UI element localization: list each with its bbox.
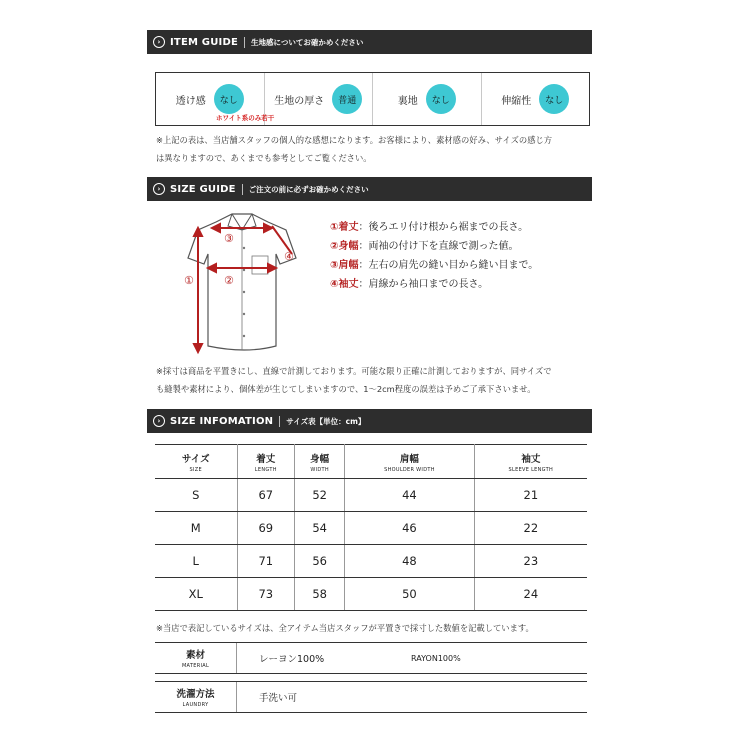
cell-shoulder: 50 [345,578,474,611]
size-table [155,444,587,611]
measurement-desc: ：左右の肩先の縫い目から縫い目まで。 [358,260,539,271]
item-guide-subtitle: 生地感についてお確かめください [251,37,364,47]
item-badge: なし [539,84,569,114]
label-sleeve: ④ [284,250,294,263]
measurement-key: ③肩幅 [330,260,359,271]
item-stretch [482,73,590,125]
material-row [155,642,587,674]
measurement-desc: ：後ろエリ付け根から裾までの長さ。 [358,222,529,233]
size-table-header [155,445,587,479]
item-badge: 普通 [332,84,362,114]
cell-shoulder: 44 [345,479,474,512]
cell-length: 69 [237,512,295,545]
item-thickness [265,73,374,125]
size-guide-note [156,362,596,398]
table-row [155,479,587,512]
item-guide-note [156,131,596,167]
item-guide-box [155,72,590,126]
laundry-key-label: 洗濯方法 [176,689,215,700]
laundry-key [155,682,237,712]
cell-size: M [155,512,237,545]
col-header: 肩幅 SHOULDER WIDTH [345,445,474,479]
item-lining [373,73,482,125]
measurement-row [330,275,600,294]
laundry-value: 手洗い可 [259,693,298,704]
measurement-list [330,218,600,294]
shirt-svg [172,208,322,358]
cell-shoulder: 46 [345,512,474,545]
note-line: は異なりますので、あくまでも参考としてご覧ください。 [156,153,372,163]
size-info-title: SIZE INFOMATION [170,415,274,427]
chevron-right-icon: › [153,183,165,195]
measurement-key: ②身幅 [330,241,359,252]
material-key [155,643,237,673]
col-header: サイズ SIZE [155,445,237,479]
item-guide-header [147,30,592,54]
measurement-key: ④袖丈 [330,279,359,290]
cell-sleeve: 24 [474,578,587,611]
cell-width: 58 [295,578,345,611]
size-info-header [147,409,592,433]
item-label: 伸縮性 [501,95,532,107]
table-row [155,512,587,545]
cell-length: 73 [237,578,295,611]
material-key-label: 素材 [185,650,205,661]
cell-sleeve: 23 [474,545,587,578]
laundry-key-sub: LAUNDRY [182,702,209,708]
size-guide-subtitle: ご注文の前に必ずお確かめください [248,184,369,194]
laundry-row [155,681,587,713]
cell-sleeve: 21 [474,479,587,512]
label-width: ② [224,274,234,287]
shirt-diagram [172,208,322,358]
item-guide-title: ITEM GUIDE [170,36,238,48]
cell-length: 67 [237,479,295,512]
material-value-jp: レーヨン100% [259,654,325,665]
item-badge: なし [426,84,456,114]
cell-size: XL [155,578,237,611]
item-badge: なし [214,84,244,114]
note-line: も縫製や素材により、個体差が生じてしまいますので、1〜2cm程度の誤差は予めご了承下さいませ。 [156,384,536,394]
cell-width: 56 [295,545,345,578]
col-header: 袖丈 SLEEVE LENGTH [474,445,587,479]
measurement-row [330,256,600,275]
note-line: ※当店で表記しているサイズは、全アイテム当店スタッフが平置きで採寸した数値を記載しています。 [156,623,534,633]
col-header: 身幅 WIDTH [295,445,345,479]
note-line: ※上記の表は、当店舗スタッフの個人的な感想になります。お客様により、素材感の好み、サイズの感じ方 [156,135,553,145]
cell-width: 54 [295,512,345,545]
size-info-subtitle: サイズ表【単位：cm】 [286,416,366,426]
cell-size: L [155,545,237,578]
item-label: 生地の厚さ [274,95,325,107]
measurement-key: ①着丈 [330,222,359,233]
chevron-right-icon: › [153,36,165,48]
cell-size: S [155,479,237,512]
material-key-sub: MATERIAL [181,663,210,669]
material-value-en: RAYON100% [411,653,461,663]
size-info-note [156,619,596,637]
chevron-right-icon: › [153,415,165,427]
measurement-row [330,237,600,256]
measurement-desc: ：肩線から袖口までの長さ。 [358,279,489,290]
cell-sleeve: 22 [474,512,587,545]
label-shoulder: ③ [224,232,234,245]
item-label: 透け感 [175,95,206,107]
divider [244,37,245,48]
measurement-row [330,218,600,237]
size-guide-header [147,177,592,201]
table-row [155,545,587,578]
divider [242,184,243,195]
label-length: ① [184,274,194,287]
size-guide-title: SIZE GUIDE [170,183,236,195]
col-header: 着丈 LENGTH [237,445,295,479]
item-sheerness [156,73,275,125]
table-row [155,578,587,611]
item-remark: ホワイト系のみ若干 [216,114,275,122]
divider [279,416,280,427]
note-line: ※採寸は商品を平置きにし、直線で計測しております。可能な限り正確に計測しておりますが、同サイズで [156,366,552,376]
cell-shoulder: 48 [345,545,474,578]
cell-length: 71 [237,545,295,578]
cell-width: 52 [295,479,345,512]
item-label: 裏地 [397,95,418,107]
measurement-desc: ：両袖の付け下を直線で測った値。 [358,241,519,252]
